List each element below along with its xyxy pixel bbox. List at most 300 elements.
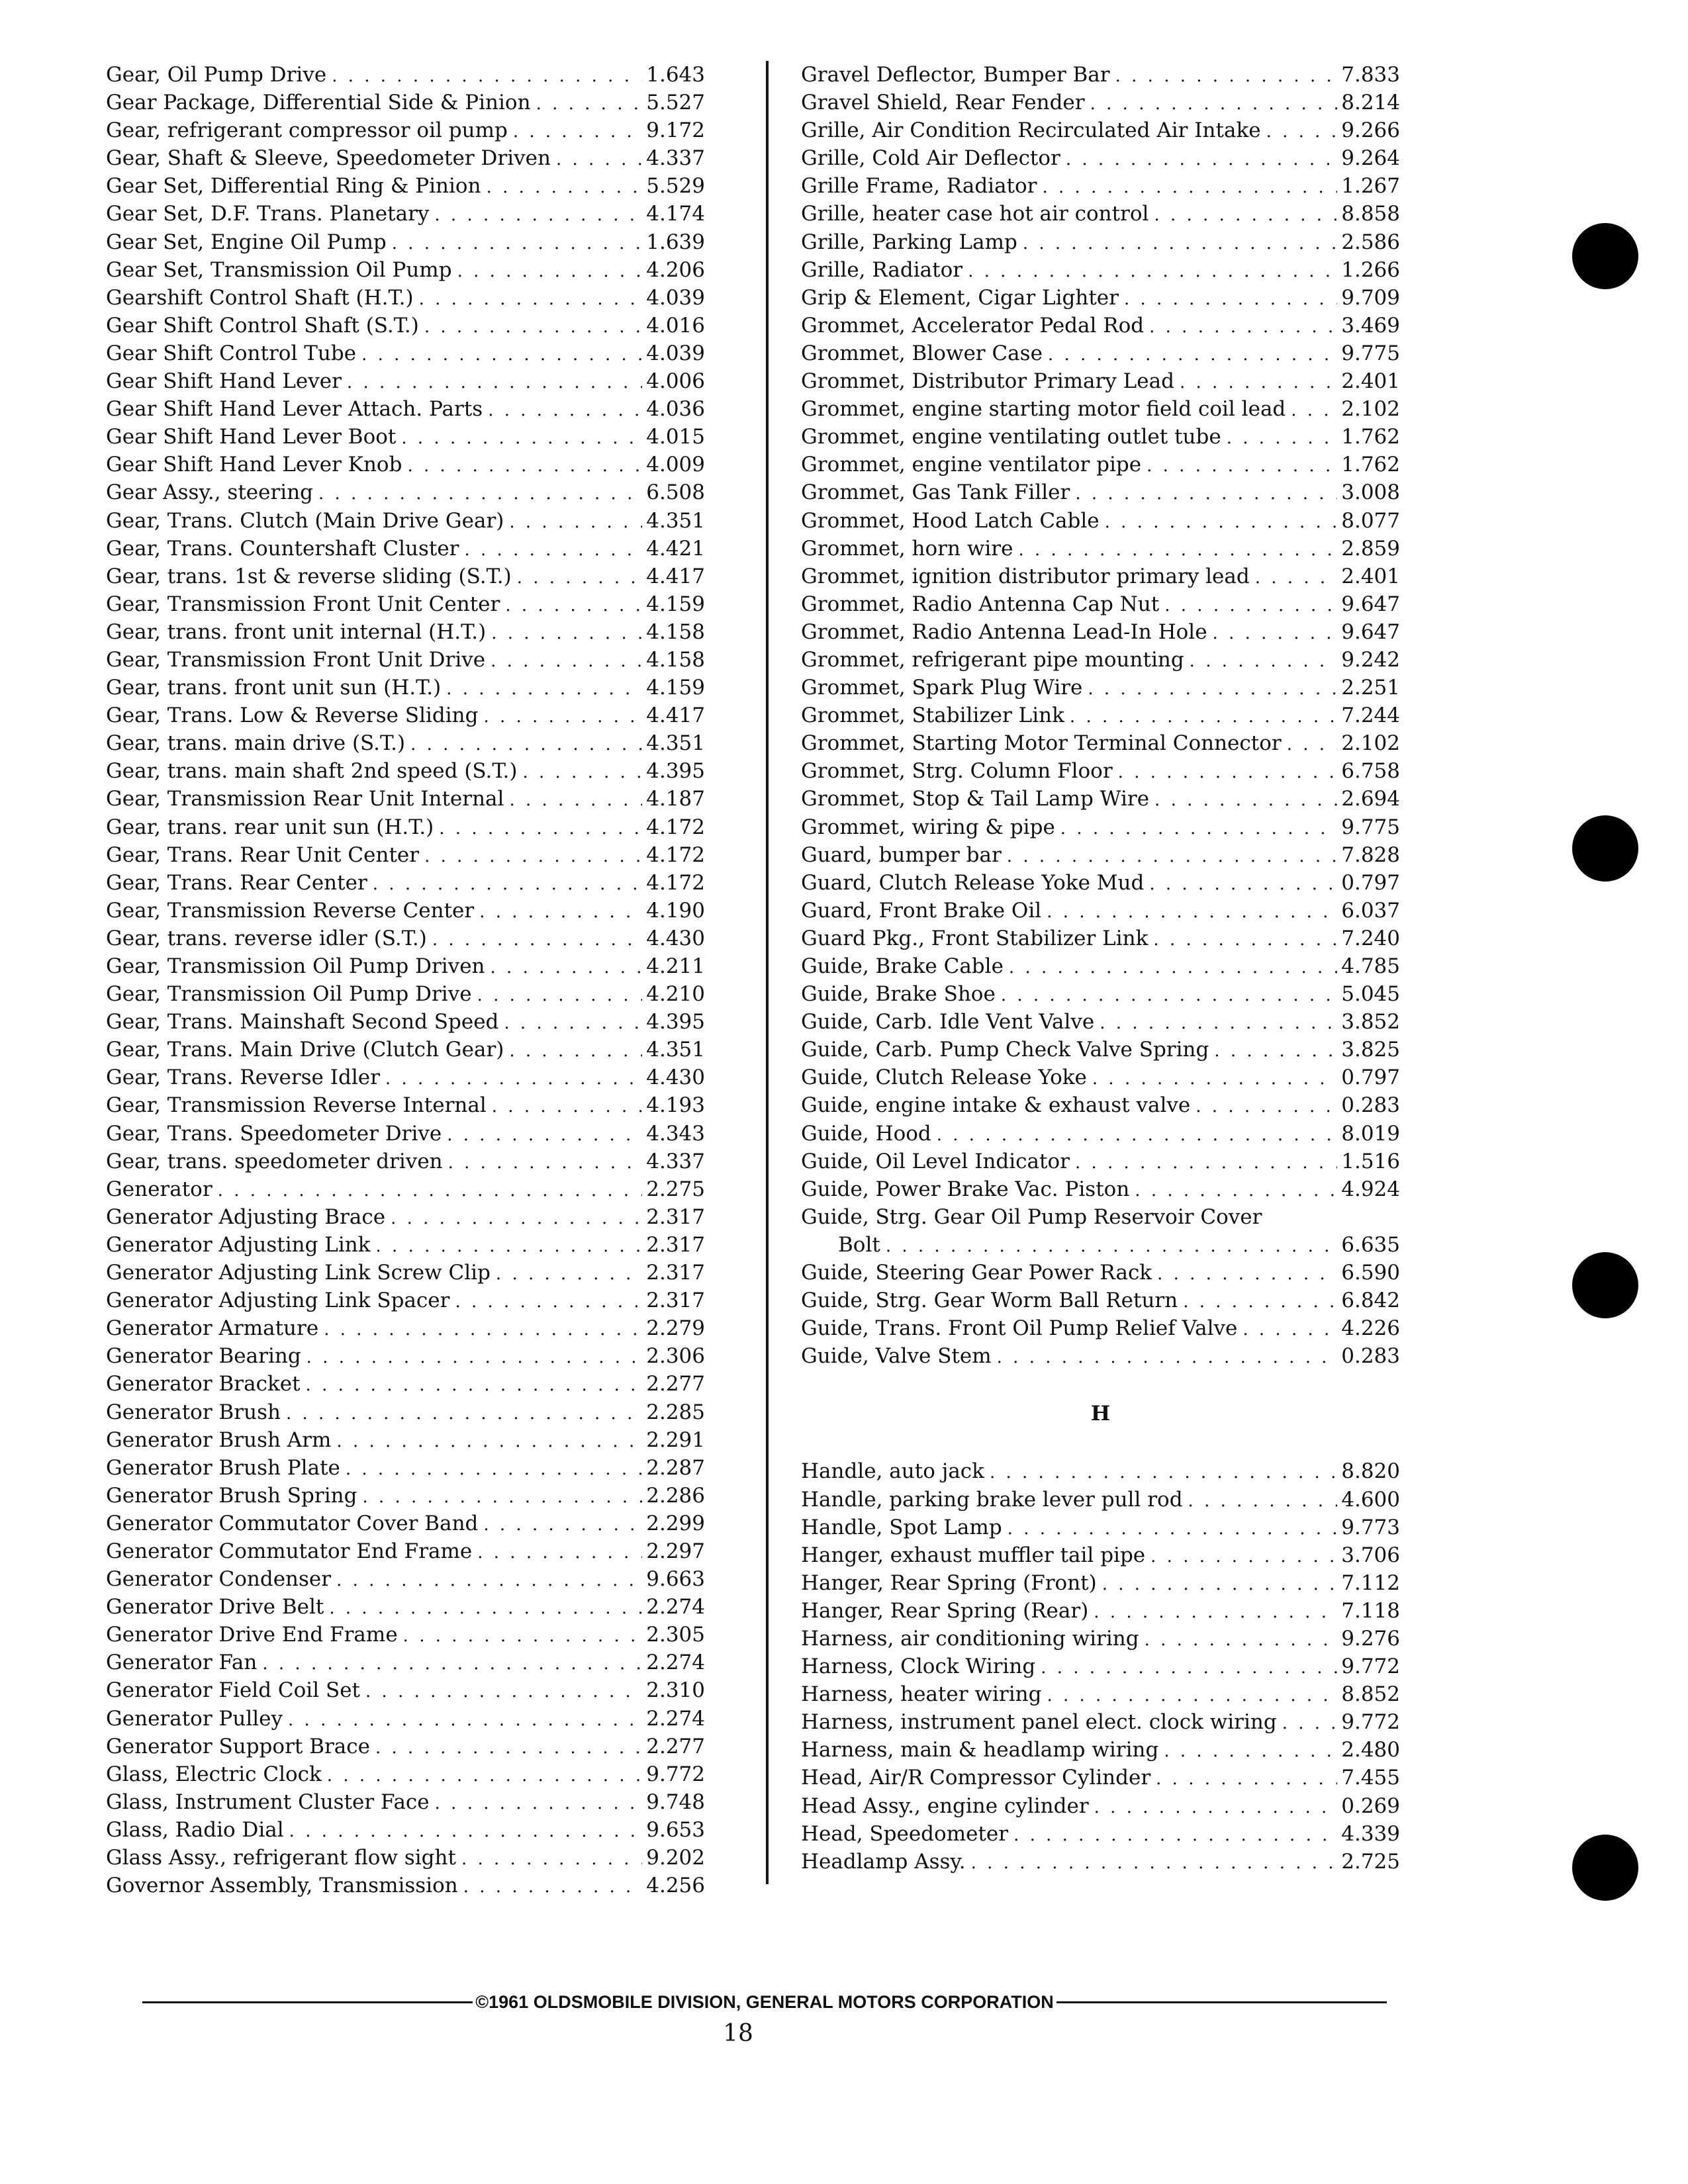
index-entry bbox=[801, 590, 1400, 618]
index-entry bbox=[801, 1036, 1400, 1064]
entry-page-reference: 0.283 bbox=[1341, 1344, 1400, 1369]
dot-leader bbox=[522, 758, 642, 785]
entry-label: Guide, Brake Cable bbox=[801, 954, 1004, 978]
entry-page-reference: 9.653 bbox=[646, 1817, 705, 1842]
entry-label: Grommet, Radio Antenna Cap Nut bbox=[801, 592, 1160, 616]
entry-page-reference: 0.797 bbox=[1341, 1066, 1400, 1090]
index-entry bbox=[801, 535, 1400, 563]
dot-leader bbox=[1153, 926, 1337, 952]
dot-leader bbox=[509, 786, 642, 813]
entry-page-reference: 4.172 bbox=[646, 870, 705, 895]
entry-label: Grommet, horn wire bbox=[801, 536, 1013, 561]
index-entry bbox=[106, 925, 705, 952]
entry-page-reference: 9.264 bbox=[1341, 146, 1400, 171]
entry-page-reference: 2.291 bbox=[646, 1428, 705, 1452]
dot-leader bbox=[446, 675, 642, 702]
entry-page-reference: 2.317 bbox=[646, 1289, 705, 1313]
entry-page-reference: 1.267 bbox=[1341, 174, 1400, 199]
index-group-h bbox=[801, 1457, 1400, 1875]
entry-label: Generator Armature bbox=[106, 1316, 319, 1341]
entry-label: Grille Frame, Radiator bbox=[801, 174, 1037, 199]
entry-label: Harness, air conditioning wiring bbox=[801, 1626, 1139, 1651]
entry-page-reference: 2.586 bbox=[1341, 230, 1400, 254]
entry-label: Glass Assy., refrigerant flow sight bbox=[106, 1846, 456, 1870]
entry-page-reference: 7.455 bbox=[1341, 1766, 1400, 1790]
entry-page-reference: 6.635 bbox=[1341, 1232, 1400, 1257]
dot-leader bbox=[1180, 369, 1337, 395]
index-entry bbox=[106, 367, 705, 395]
dot-leader bbox=[306, 1343, 643, 1370]
section-letter-h: H bbox=[1090, 1402, 1111, 1426]
entry-page-reference: 9.202 bbox=[646, 1846, 705, 1870]
entry-label: Generator Support Brace bbox=[106, 1734, 370, 1758]
entry-page-reference: 2.317 bbox=[646, 1232, 705, 1257]
dot-leader bbox=[1075, 1149, 1337, 1175]
index-group-g-continued bbox=[801, 61, 1400, 1370]
entry-label: Grommet, Distributor Primary Lead bbox=[801, 369, 1174, 394]
entry-label: Guide, Strg. Gear Oil Pump Reservoir Cover bbox=[801, 1205, 1262, 1229]
entry-page-reference: 4.337 bbox=[646, 1149, 705, 1173]
dot-leader bbox=[1092, 1065, 1337, 1091]
entry-page-reference: 2.279 bbox=[646, 1316, 705, 1341]
entry-label: Gear Assy., steering bbox=[106, 480, 314, 505]
index-entry bbox=[801, 116, 1400, 144]
index-column-right bbox=[801, 61, 1400, 1876]
entry-page-reference: 4.924 bbox=[1341, 1177, 1400, 1201]
entry-page-reference: 2.297 bbox=[646, 1539, 705, 1563]
entry-label: Generator Commutator End Frame bbox=[106, 1539, 473, 1563]
entry-page-reference: 4.190 bbox=[646, 898, 705, 923]
index-entry bbox=[106, 1231, 705, 1259]
entry-label: Guide, Trans. Front Oil Pump Relief Valve bbox=[801, 1316, 1238, 1341]
entry-label: Guide, Steering Gear Power Rack bbox=[801, 1261, 1152, 1285]
index-entry bbox=[801, 1486, 1400, 1514]
entry-page-reference: 2.277 bbox=[646, 1734, 705, 1758]
dot-leader bbox=[536, 90, 643, 116]
dot-leader bbox=[376, 1232, 643, 1259]
dot-leader bbox=[1213, 619, 1338, 646]
dot-leader bbox=[362, 1483, 642, 1510]
entry-label: Gravel Shield, Rear Fender bbox=[801, 91, 1085, 115]
entry-label: Head, Air/R Compressor Cylinder bbox=[801, 1766, 1151, 1790]
entry-label: Guide, Carb. Idle Vent Valve bbox=[801, 1010, 1095, 1034]
entry-label: Grommet, Stabilizer Link bbox=[801, 704, 1064, 728]
dot-leader bbox=[1196, 1093, 1337, 1119]
entry-label: Grommet, Hood Latch Cable bbox=[801, 508, 1100, 533]
dot-leader bbox=[1135, 1177, 1337, 1203]
entry-label: Generator Pulley bbox=[106, 1706, 283, 1731]
entry-page-reference: 2.277 bbox=[646, 1372, 705, 1396]
index-entry bbox=[801, 256, 1400, 284]
dot-leader bbox=[505, 592, 642, 618]
entry-label: Gravel Deflector, Bumper Bar bbox=[801, 63, 1110, 87]
dot-leader bbox=[392, 230, 643, 256]
dot-leader bbox=[1227, 424, 1338, 451]
dot-leader bbox=[509, 508, 642, 535]
entry-label: Generator Adjusting Link bbox=[106, 1232, 371, 1257]
index-entry bbox=[801, 674, 1400, 702]
entry-page-reference: 0.269 bbox=[1341, 1794, 1400, 1818]
entry-label: Guide, Clutch Release Yoke bbox=[801, 1066, 1087, 1090]
dot-leader bbox=[463, 1873, 643, 1899]
entry-label: Gear, Shaft & Sleeve, Speedometer Driven bbox=[106, 146, 551, 171]
entry-label: Gear, Trans. Reverse Idler bbox=[106, 1066, 380, 1090]
entry-page-reference: 4.337 bbox=[646, 146, 705, 171]
entry-label: Gear, trans. front unit internal (H.T.) bbox=[106, 619, 487, 644]
entry-page-reference: 1.762 bbox=[1341, 425, 1400, 449]
page-number: 18 bbox=[723, 2020, 753, 2047]
index-entry bbox=[801, 813, 1400, 841]
dot-leader bbox=[457, 257, 643, 284]
index-entry bbox=[801, 1148, 1400, 1175]
index-entry bbox=[801, 395, 1400, 423]
entry-label: Grille, Air Condition Recirculated Air Intake bbox=[801, 118, 1261, 143]
dot-leader bbox=[1066, 146, 1337, 172]
index-entry bbox=[106, 841, 705, 869]
index-entry bbox=[106, 535, 705, 563]
entry-page-reference: 6.037 bbox=[1341, 898, 1400, 923]
entry-page-reference: 4.600 bbox=[1341, 1487, 1400, 1512]
dot-leader bbox=[448, 1149, 643, 1175]
entry-label: Gear, Transmission Front Unit Center bbox=[106, 592, 500, 616]
index-entry bbox=[106, 228, 705, 256]
entry-page-reference: 4.036 bbox=[646, 397, 705, 422]
dot-leader bbox=[491, 954, 643, 980]
entry-page-reference: 5.045 bbox=[1341, 982, 1400, 1007]
index-entry bbox=[801, 1314, 1400, 1342]
column-divider bbox=[766, 61, 769, 1884]
dot-leader bbox=[1266, 118, 1338, 144]
index-entry bbox=[106, 980, 705, 1008]
index-entry bbox=[106, 813, 705, 841]
entry-label: Glass, Radio Dial bbox=[106, 1817, 284, 1842]
index-entry bbox=[106, 1314, 705, 1342]
entry-label: Gear Package, Differential Side & Pinion bbox=[106, 91, 531, 115]
entry-page-reference: 4.430 bbox=[646, 926, 705, 950]
entry-label: Gear Set, Transmission Oil Pump bbox=[106, 257, 452, 282]
entry-page-reference: 2.275 bbox=[646, 1177, 705, 1201]
index-entry bbox=[801, 284, 1400, 312]
entry-label: Guide, Strg. Gear Worm Ball Return bbox=[801, 1289, 1178, 1313]
index-entry bbox=[106, 1676, 705, 1704]
entry-label: Grommet, Stop & Tail Lamp Wire bbox=[801, 787, 1150, 811]
entry-label: Grommet, Strg. Column Floor bbox=[801, 759, 1113, 784]
dot-leader bbox=[403, 1622, 643, 1649]
dot-leader bbox=[479, 898, 642, 925]
index-entry bbox=[801, 618, 1400, 646]
entry-label: Grille, Cold Air Deflector bbox=[801, 146, 1060, 171]
dot-leader bbox=[1013, 1821, 1337, 1848]
entry-label: Grommet, Radio Antenna Lead-In Hole bbox=[801, 619, 1207, 644]
dot-leader bbox=[336, 1428, 642, 1454]
entry-label: Gear, Trans. Main Drive (Clutch Gear) bbox=[106, 1038, 504, 1062]
entry-page-reference: 3.706 bbox=[1341, 1543, 1400, 1567]
entry-page-reference: 4.206 bbox=[646, 257, 705, 282]
entry-label: Harness, Clock Wiring bbox=[801, 1655, 1036, 1679]
index-entry bbox=[801, 1064, 1400, 1091]
index-entry bbox=[106, 312, 705, 340]
entry-page-reference: 8.852 bbox=[1341, 1682, 1400, 1707]
entry-label: Governor Assembly, Transmission bbox=[106, 1874, 458, 1898]
index-entry bbox=[801, 980, 1400, 1008]
entry-page-reference: 4.785 bbox=[1341, 954, 1400, 978]
entry-page-reference: 3.852 bbox=[1341, 1010, 1400, 1034]
index-entry bbox=[106, 702, 705, 729]
entry-label: Gear, trans. main drive (S.T.) bbox=[106, 731, 406, 756]
dot-leader bbox=[1043, 173, 1338, 200]
entry-label: Guide, Valve Stem bbox=[801, 1344, 992, 1369]
entry-label: Gear, Transmission Front Unit Drive bbox=[106, 647, 486, 672]
entry-page-reference: 2.310 bbox=[646, 1678, 705, 1703]
dot-leader bbox=[1115, 62, 1338, 89]
index-entry bbox=[801, 1708, 1400, 1736]
index-entry bbox=[106, 1008, 705, 1036]
entry-page-reference: 4.158 bbox=[646, 619, 705, 644]
entry-page-reference: 3.825 bbox=[1341, 1038, 1400, 1062]
dot-leader bbox=[439, 815, 642, 841]
dot-leader bbox=[327, 1762, 642, 1788]
entry-label: Generator Field Coil Set bbox=[106, 1678, 361, 1703]
index-entry bbox=[106, 1816, 705, 1844]
entry-label: Generator Bracket bbox=[106, 1372, 301, 1396]
entry-label: Handle, Spot Lamp bbox=[801, 1515, 1002, 1539]
entry-page-reference: 2.305 bbox=[646, 1623, 705, 1647]
dot-leader bbox=[324, 1316, 642, 1342]
entry-label: Gear, Trans. Clutch (Main Drive Gear) bbox=[106, 508, 504, 533]
dot-leader bbox=[306, 1371, 643, 1398]
entry-page-reference: 1.762 bbox=[1341, 453, 1400, 477]
index-entry bbox=[801, 1259, 1400, 1287]
entry-page-reference: 2.401 bbox=[1341, 564, 1400, 588]
entry-label: Generator Fan bbox=[106, 1651, 258, 1675]
entry-page-reference: 2.251 bbox=[1341, 676, 1400, 700]
dot-leader bbox=[1048, 341, 1337, 367]
entry-page-reference: 9.266 bbox=[1341, 118, 1400, 143]
entry-label: Generator Drive End Frame bbox=[106, 1623, 398, 1647]
index-entry bbox=[106, 1203, 705, 1231]
entry-page-reference: 4.226 bbox=[1341, 1316, 1400, 1341]
index-entry bbox=[801, 646, 1400, 674]
dot-leader bbox=[434, 201, 642, 228]
entry-page-reference: 9.772 bbox=[1341, 1655, 1400, 1679]
index-entry bbox=[801, 61, 1400, 89]
dot-leader bbox=[1105, 508, 1338, 535]
dot-leader bbox=[488, 396, 642, 423]
entry-page-reference: 8.077 bbox=[1341, 508, 1400, 533]
entry-label: Handle, parking brake lever pull rod bbox=[801, 1487, 1183, 1512]
entry-page-reference: 2.274 bbox=[646, 1651, 705, 1675]
entry-page-reference: 9.775 bbox=[1341, 341, 1400, 365]
entry-label: Generator Condenser bbox=[106, 1567, 332, 1592]
index-entry bbox=[801, 367, 1400, 395]
entry-label: Hanger, exhaust muffler tail pipe bbox=[801, 1543, 1146, 1567]
entry-label: Gear Shift Hand Lever Knob bbox=[106, 453, 402, 477]
entry-page-reference: 9.748 bbox=[646, 1790, 705, 1814]
dot-leader bbox=[1047, 1682, 1337, 1708]
index-entry bbox=[106, 1370, 705, 1398]
binder-hole bbox=[1572, 1835, 1638, 1901]
entry-page-reference: 9.276 bbox=[1341, 1626, 1400, 1651]
entry-label: Harness, instrument panel elect. clock wiring bbox=[801, 1710, 1277, 1735]
dot-leader bbox=[373, 870, 642, 897]
dot-leader bbox=[407, 452, 642, 478]
entry-label: Guard Pkg., Front Stabilizer Link bbox=[801, 926, 1149, 950]
index-entry bbox=[801, 869, 1400, 897]
entry-label: Guide, Brake Shoe bbox=[801, 982, 996, 1007]
entry-page-reference: 4.015 bbox=[646, 425, 705, 449]
index-entry bbox=[106, 757, 705, 785]
index-entry bbox=[106, 172, 705, 200]
index-column-left bbox=[106, 61, 705, 1899]
entry-page-reference: 9.775 bbox=[1341, 815, 1400, 839]
entry-page-reference: 4.159 bbox=[646, 676, 705, 700]
dot-leader bbox=[1023, 230, 1337, 256]
entry-label: Gear Shift Hand Lever Boot bbox=[106, 425, 397, 449]
footer-rule-left bbox=[142, 2001, 473, 2003]
entry-page-reference: 2.274 bbox=[646, 1706, 705, 1731]
entry-label: Generator Drive Belt bbox=[106, 1595, 324, 1619]
entry-label: Grommet, Spark Plug Wire bbox=[801, 676, 1083, 700]
dot-leader bbox=[1183, 1288, 1337, 1314]
dot-leader bbox=[971, 1849, 1338, 1876]
entry-page-reference: 4.039 bbox=[646, 341, 705, 365]
entry-page-reference: 4.351 bbox=[646, 731, 705, 756]
entry-page-reference: 4.417 bbox=[646, 704, 705, 728]
dot-leader bbox=[1164, 592, 1337, 618]
index-entry bbox=[106, 1148, 705, 1175]
entry-label: Generator Commutator Cover Band bbox=[106, 1511, 479, 1535]
dot-leader bbox=[556, 146, 642, 172]
entry-page-reference: 2.694 bbox=[1341, 787, 1400, 811]
entry-page-reference: 4.256 bbox=[646, 1874, 705, 1898]
dot-leader bbox=[483, 1511, 642, 1537]
dot-leader bbox=[1149, 313, 1337, 340]
index-entry bbox=[106, 1064, 705, 1091]
entry-label: Guide, Oil Level Indicator bbox=[801, 1149, 1070, 1173]
entry-page-reference: 7.112 bbox=[1341, 1570, 1400, 1595]
entry-page-reference: 1.516 bbox=[1341, 1149, 1400, 1173]
entry-page-reference: 7.244 bbox=[1341, 704, 1400, 728]
entry-label: Gear Shift Control Tube bbox=[106, 341, 357, 365]
entry-page-reference: 2.401 bbox=[1341, 369, 1400, 394]
entry-label: Guide, Hood bbox=[801, 1121, 931, 1146]
entry-label: Grommet, ignition distributor primary lead bbox=[801, 564, 1250, 588]
entry-page-reference: 4.417 bbox=[646, 564, 705, 588]
index-entry bbox=[106, 869, 705, 897]
dot-leader bbox=[477, 1539, 642, 1565]
entry-label: Generator Brush bbox=[106, 1400, 281, 1424]
entry-page-reference: 4.210 bbox=[646, 982, 705, 1007]
entry-label: Gear Set, Engine Oil Pump bbox=[106, 230, 387, 254]
index-entry bbox=[106, 1510, 705, 1537]
dot-leader bbox=[491, 619, 642, 646]
dot-leader bbox=[455, 1288, 642, 1314]
binder-hole bbox=[1572, 1252, 1638, 1318]
dot-leader bbox=[1145, 1626, 1338, 1653]
dot-leader bbox=[1008, 1515, 1338, 1541]
entry-label: Generator bbox=[106, 1177, 212, 1201]
entry-page-reference: 9.772 bbox=[646, 1762, 705, 1786]
entry-page-reference: 2.317 bbox=[646, 1261, 705, 1285]
entry-label: Grommet, Accelerator Pedal Rod bbox=[801, 313, 1145, 338]
dot-leader bbox=[1157, 1260, 1337, 1287]
dot-leader bbox=[1047, 898, 1337, 925]
binder-hole bbox=[1572, 223, 1638, 289]
dot-leader bbox=[347, 369, 642, 395]
dot-leader bbox=[1060, 815, 1337, 841]
dot-leader bbox=[1282, 1709, 1338, 1736]
index-entry bbox=[801, 1541, 1400, 1569]
entry-label: Grommet, engine ventilating outlet tube bbox=[801, 425, 1221, 449]
dot-leader bbox=[288, 1706, 642, 1733]
index-entry bbox=[801, 1653, 1400, 1680]
index-entry bbox=[106, 1091, 705, 1119]
entry-label: Generator Adjusting Brace bbox=[106, 1205, 386, 1229]
entry-page-reference: 5.527 bbox=[646, 91, 705, 115]
entry-label: Gear, Trans. Rear Center bbox=[106, 870, 367, 895]
dot-leader bbox=[1007, 842, 1337, 869]
dot-leader bbox=[375, 1734, 642, 1760]
entry-label: Headlamp Assy. bbox=[801, 1849, 966, 1874]
dot-leader bbox=[385, 1065, 642, 1091]
entry-label: Generator Brush Spring bbox=[106, 1483, 357, 1508]
index-entry bbox=[801, 89, 1400, 116]
index-entry bbox=[801, 757, 1400, 785]
index-entry bbox=[106, 1565, 705, 1593]
entry-page-reference: 0.283 bbox=[1341, 1093, 1400, 1118]
index-entry bbox=[106, 1872, 705, 1899]
index-entry bbox=[106, 340, 705, 367]
dot-leader bbox=[1118, 758, 1338, 785]
index-entry bbox=[801, 897, 1400, 925]
dot-leader bbox=[419, 285, 643, 312]
dot-leader bbox=[332, 62, 642, 89]
index-entry bbox=[801, 1569, 1400, 1597]
entry-label: Gear, Trans. Countershaft Cluster bbox=[106, 536, 459, 561]
index-entry bbox=[801, 172, 1400, 200]
index-entry bbox=[106, 1537, 705, 1565]
index-entry bbox=[106, 1733, 705, 1760]
index-entry bbox=[106, 1454, 705, 1482]
index-entry bbox=[801, 312, 1400, 340]
entry-page-reference: 9.242 bbox=[1341, 647, 1400, 672]
entry-page-reference: 0.797 bbox=[1341, 870, 1400, 895]
index-entry bbox=[106, 952, 705, 980]
index-entry bbox=[106, 451, 705, 478]
index-entry bbox=[801, 1203, 1400, 1231]
dot-leader bbox=[336, 1567, 642, 1593]
dot-leader bbox=[496, 1260, 642, 1287]
dot-leader bbox=[1255, 564, 1338, 590]
index-entry bbox=[801, 1820, 1400, 1848]
dot-leader bbox=[1018, 536, 1337, 563]
index-entry bbox=[106, 200, 705, 228]
entry-label: Harness, main & headlamp wiring bbox=[801, 1738, 1159, 1762]
dot-leader bbox=[491, 647, 642, 674]
dot-leader bbox=[435, 1790, 643, 1816]
entry-page-reference: 2.480 bbox=[1341, 1738, 1400, 1762]
dot-leader bbox=[937, 1121, 1338, 1148]
index-entry bbox=[106, 674, 705, 702]
entry-page-reference: 4.351 bbox=[646, 508, 705, 533]
index-entry bbox=[106, 423, 705, 451]
dot-leader bbox=[1154, 201, 1337, 228]
entry-label: Gear, Trans. Mainshaft Second Speed bbox=[106, 1010, 499, 1034]
entry-page-reference: 2.317 bbox=[646, 1205, 705, 1229]
entry-page-reference: 3.008 bbox=[1341, 480, 1400, 505]
entry-page-reference: 6.508 bbox=[646, 480, 705, 505]
entry-page-reference: 4.039 bbox=[646, 285, 705, 310]
